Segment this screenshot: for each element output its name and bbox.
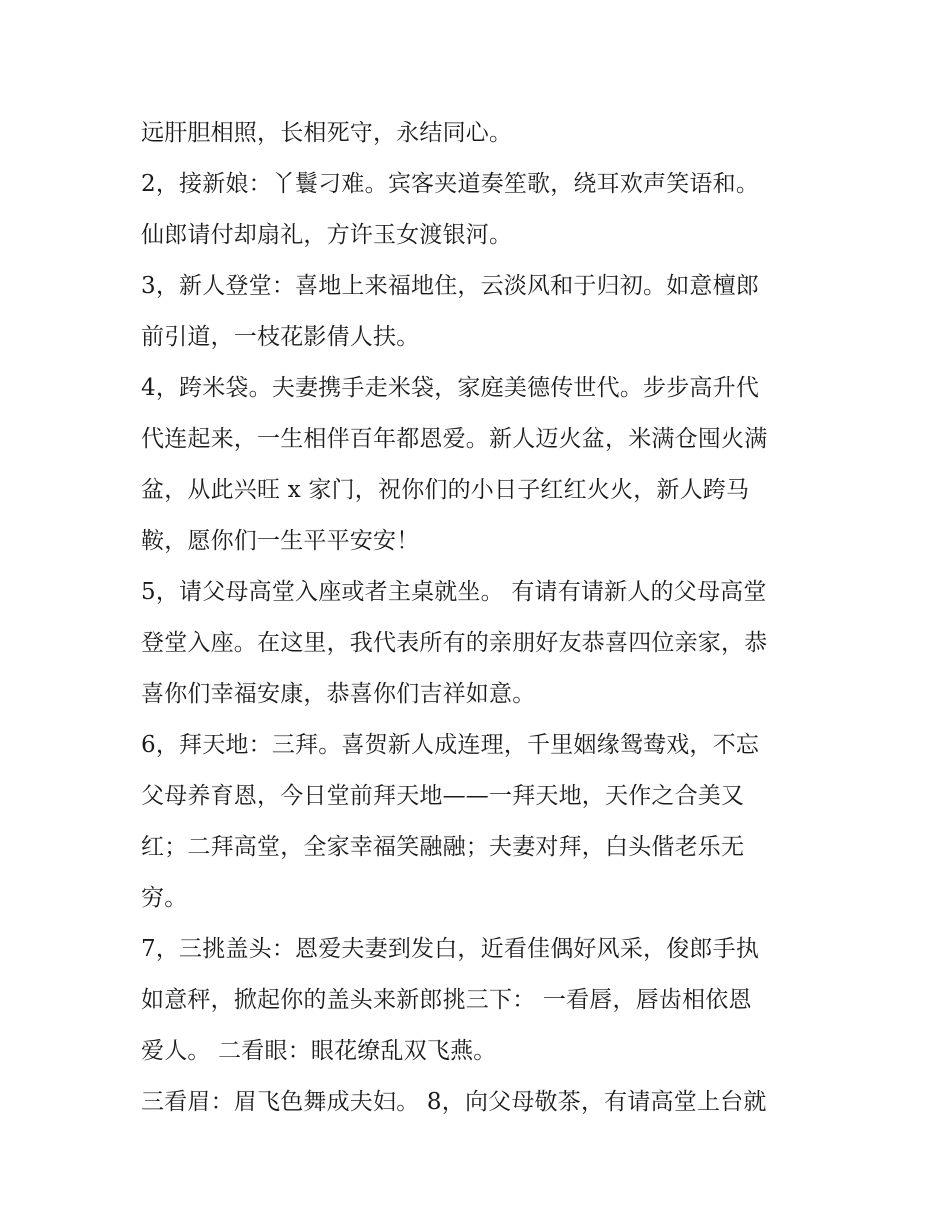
text-line: 三看眉：眉飞色舞成夫妇。 8，向父母敬茶，有请高堂上台就 bbox=[141, 1089, 767, 1115]
text-line: 鞍，愿你们一生平平安安！ bbox=[141, 528, 420, 554]
text-line: 如意秤，掀起你的盖头来新郎挑三下： 一看唇，唇齿相依恩 bbox=[141, 987, 752, 1013]
text-line: 穷。 bbox=[141, 885, 188, 911]
text-line: 4，跨米袋。夫妻携手走米袋，家庭美德传世代。步步高升代 bbox=[141, 375, 760, 401]
text-line: 前引道，一枝花影倩人扶。 bbox=[141, 324, 420, 350]
text-line: 红；二拜高堂，全家幸福笑融融；夫妻对拜，白头偕老乐无 bbox=[141, 834, 745, 860]
text-line: 远肝胆相照，长相死守，永结同心。 bbox=[141, 120, 513, 146]
text-line: 盆，从此兴旺 x 家门，祝你们的小日子红红火火，新人跨马 bbox=[141, 477, 750, 503]
text-line: 7，三挑盖头：恩爱夫妻到发白，近看佳偶好风采，俊郎手执 bbox=[141, 936, 760, 962]
document-body bbox=[141, 108, 821, 1128]
text-line: 父母养育恩，今日堂前拜天地——一拜天地，天作之合美又 bbox=[141, 783, 745, 809]
text-line: 喜你们幸福安康，恭喜你们吉祥如意。 bbox=[141, 681, 536, 707]
text-line: 5，请父母高堂入座或者主桌就坐。 有请有请新人的父母高堂 bbox=[141, 579, 767, 605]
text-line: 3，新人登堂：喜地上来福地住，云淡风和于归初。如意檀郎 bbox=[141, 273, 760, 299]
text-line: 代连起来，一生相伴百年都恩爱。新人迈火盆，米满仓囤火满 bbox=[141, 426, 768, 452]
text-line: 登堂入座。在这里，我代表所有的亲朋好友恭喜四位亲家，恭 bbox=[141, 630, 768, 656]
text-line: 2，接新娘：丫鬟刁难。宾客夹道奏笙歌，绕耳欢声笑语和。 bbox=[141, 171, 760, 197]
text-line: 仙郎请付却扇礼，方许玉女渡银河。 bbox=[141, 222, 513, 248]
text-line: 6，拜天地：三拜。喜贺新人成连理，千里姻缘鸳鸯戏，不忘 bbox=[141, 732, 760, 758]
text-line: 爱人。 二看眼：眼花缭乱双飞燕。 bbox=[141, 1038, 497, 1064]
